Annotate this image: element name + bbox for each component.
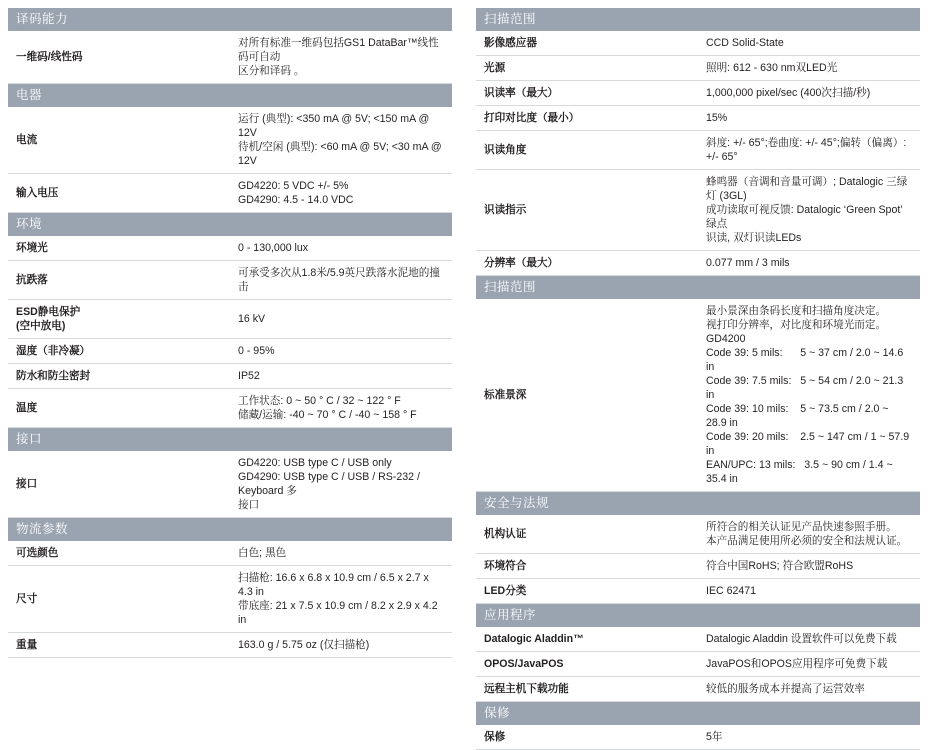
section-header-label: 物流参数 (8, 518, 452, 542)
spec-row-value: 较低的服务成本并提高了运营效率 (698, 677, 920, 702)
spec-row-value: 0.077 mm / 3 mils (698, 251, 920, 276)
spec-row-value: 斜度: +/- 65°;卷曲度: +/- 45°;偏转（偏离）: +/- 65° (698, 131, 920, 170)
section-header-label: 电器 (8, 84, 452, 108)
spec-row (8, 339, 452, 364)
spec-row-label: LED分类 (476, 579, 698, 604)
spec-row (476, 106, 920, 131)
spec-row-label: 尺寸 (8, 566, 230, 633)
left-column (8, 8, 452, 750)
spec-row-value: 白色; 黑色 (230, 541, 452, 566)
section-header-label: 安全与法规 (476, 492, 920, 516)
spec-row-value: 对所有标准一维码包括GS1 DataBar™线性码可自动 区分和译码 。 (230, 31, 452, 84)
spec-row-value: IEC 62471 (698, 579, 920, 604)
spec-row-value: 运行 (典型): <350 mA @ 5V; <150 mA @ 12V 待机/空闲 (典型): <60 mA @ 5V; <30 mA @ 12V (230, 107, 452, 174)
spec-row (8, 541, 452, 566)
spec-row-label: 分辨率（最大） (476, 251, 698, 276)
spec-row-label: 重量 (8, 633, 230, 658)
spec-row-value: 1,000,000 pixel/sec (400次扫描/秒) (698, 81, 920, 106)
spec-row-value: 15% (698, 106, 920, 131)
spec-row (8, 261, 452, 300)
spec-row (8, 107, 452, 174)
spec-row (8, 364, 452, 389)
spec-row-value: 0 - 130,000 lux (230, 236, 452, 261)
spec-row (8, 236, 452, 261)
spec-row-value: Datalogic Aladdin 设置软件可以免费下载 (698, 627, 920, 652)
spec-row (476, 725, 920, 750)
section-header-row (8, 518, 452, 542)
spec-row-label: 影像感应器 (476, 31, 698, 56)
section-header-label: 译码能力 (8, 8, 452, 31)
spec-row-value: 5年 (698, 725, 920, 750)
spec-row-label: 标准景深 (476, 299, 698, 492)
right-spec-table (476, 8, 920, 750)
spec-row (476, 627, 920, 652)
section-header-label: 保修 (476, 702, 920, 726)
spec-row (476, 81, 920, 106)
section-header-row (476, 604, 920, 628)
right-column (476, 8, 920, 750)
spec-row-value: 扫描枪: 16.6 x 6.8 x 10.9 cm / 6.5 x 2.7 x 4.3 in 带底座: 21 x 7.5 x 10.9 cm / 8.2 x 2.9 x 4.2 in (230, 566, 452, 633)
spec-row-value: 照明: 612 - 630 nm双LED光 (698, 56, 920, 81)
spec-row (8, 300, 452, 339)
spec-row (476, 677, 920, 702)
right-spec-body (476, 8, 920, 750)
section-header-row (8, 8, 452, 31)
section-header-row (476, 492, 920, 516)
spec-row-label: 识读角度 (476, 131, 698, 170)
spec-row (476, 579, 920, 604)
spec-row (476, 131, 920, 170)
left-spec-body (8, 8, 452, 658)
section-header-row (476, 276, 920, 300)
section-header-label: 环境 (8, 213, 452, 237)
spec-row-value: 16 kV (230, 300, 452, 339)
spec-row-label: ESD静电保护 (空中放电) (8, 300, 230, 339)
spec-row-label: 湿度（非冷凝） (8, 339, 230, 364)
spec-row-label: 光源 (476, 56, 698, 81)
spec-row-value: 符合中国RoHS; 符合欧盟RoHS (698, 554, 920, 579)
spec-row (8, 633, 452, 658)
spec-row-label: 温度 (8, 389, 230, 428)
spec-row-value: GD4220: 5 VDC +/- 5% GD4290: 4.5 - 14.0 VDC (230, 174, 452, 213)
spec-row-label: 打印对比度（最小） (476, 106, 698, 131)
spec-row-label: 抗跌落 (8, 261, 230, 300)
spec-row (8, 451, 452, 518)
spec-row-label: 保修 (476, 725, 698, 750)
spec-row-label: 环境光 (8, 236, 230, 261)
spec-row-label: 远程主机下载功能 (476, 677, 698, 702)
section-header-row (8, 213, 452, 237)
section-header-row (476, 8, 920, 31)
spec-row-label: OPOS/JavaPOS (476, 652, 698, 677)
section-header-label: 扫描范围 (476, 276, 920, 300)
section-header-label: 扫描范围 (476, 8, 920, 31)
spec-row (8, 31, 452, 84)
spec-row-label: 识读指示 (476, 170, 698, 251)
spec-row-label: 机构认证 (476, 515, 698, 554)
spec-row-value: 蜂鸣器（音调和音量可调）; Datalogic 三绿灯 (3GL) 成功读取可视反馈: Datalogic ‘Green Spot’ 绿点 识读, 双灯识读LEDs (698, 170, 920, 251)
section-header-row (8, 84, 452, 108)
spec-row-label: 电流 (8, 107, 230, 174)
spec-row-value: JavaPOS和OPOS应用程序可免费下载 (698, 652, 920, 677)
section-header-row (8, 428, 452, 452)
spec-row-label: 一维码/线性码 (8, 31, 230, 84)
spec-row-label: 环境符合 (476, 554, 698, 579)
spec-row-value: 所符合的相关认证见产品快速参照手册。 本产品满足使用所必须的安全和法规认证。 (698, 515, 920, 554)
spec-row-value: CCD Solid-State (698, 31, 920, 56)
spec-row (476, 554, 920, 579)
spec-row-label: Datalogic Aladdin™ (476, 627, 698, 652)
spec-row (476, 299, 920, 492)
spec-row-value: 最小景深由条码长度和扫描角度决定。 视打印分辨率，对比度和环境光而定。 GD4200 Code 39: 5 mils: 5 ~ 37 cm / 2.0 ~ 14.6 in Code 39: 7.5 mils: 5 ~ 54 cm / 2.0 ~ 21.3 in Code 39: 10 mils: 5 ~ 73.5 cm / 2.0 ~ 28.9 in Code 39: 20 mils: 2.5 ~ 147 cm / 1 ~ 57.9 in EAN/UPC: 13 mils: 3.5 ~ 90 cm / 1.4 ~ 35.4 in (698, 299, 920, 492)
spec-row (8, 174, 452, 213)
spec-row-value: IP52 (230, 364, 452, 389)
spec-row-label: 输入电压 (8, 174, 230, 213)
spec-row (8, 389, 452, 428)
spec-row-label: 防水和防尘密封 (8, 364, 230, 389)
section-header-label: 应用程序 (476, 604, 920, 628)
spec-row-value: 可承受多次从1.8米/5.9英尺跌落水泥地的撞击 (230, 261, 452, 300)
spec-row-value: 0 - 95% (230, 339, 452, 364)
left-spec-table (8, 8, 452, 658)
spec-row-label: 接口 (8, 451, 230, 518)
spec-row-label: 识读率（最大） (476, 81, 698, 106)
spec-row (476, 56, 920, 81)
spec-row-label: 可选颜色 (8, 541, 230, 566)
spec-row (476, 515, 920, 554)
spec-row (476, 251, 920, 276)
spec-row (8, 566, 452, 633)
spec-row-value: GD4220: USB type C / USB only GD4290: USB type C / USB / RS-232 / Keyboard 多 接口 (230, 451, 452, 518)
section-header-label: 接口 (8, 428, 452, 452)
section-header-row (476, 702, 920, 726)
spec-row (476, 31, 920, 56)
spec-row (476, 170, 920, 251)
spec-row (476, 652, 920, 677)
spec-row-value: 工作状态: 0 ~ 50 ° C / 32 ~ 122 ° F 储藏/运输: -40 ~ 70 ° C / -40 ~ 158 ° F (230, 389, 452, 428)
spec-row-value: 163.0 g / 5.75 oz (仅扫描枪) (230, 633, 452, 658)
